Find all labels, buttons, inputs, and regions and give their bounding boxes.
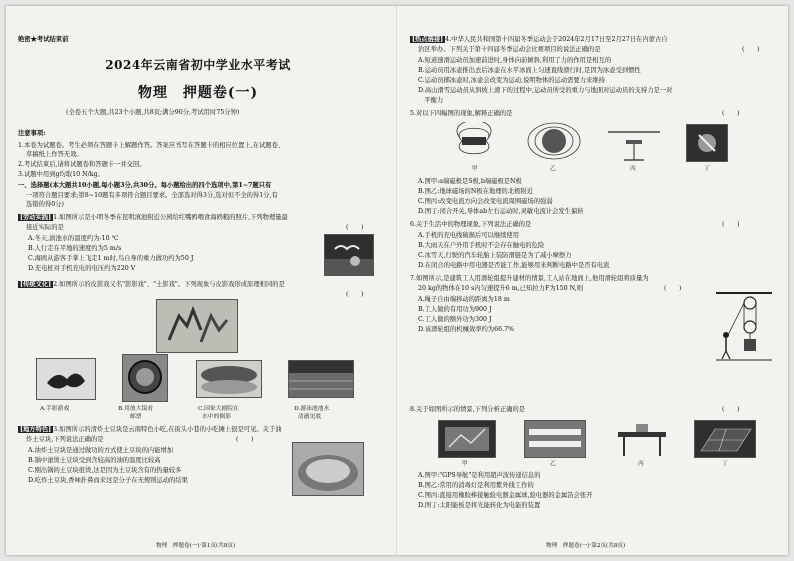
notice-line: 1.本卷为试题卷。考生必须在答题卡上解题作答。答案应书写在答题卡的相应位置上,在试题卷、 — [18, 142, 285, 149]
paper-title: 物理 押题卷(一) — [137, 85, 259, 101]
option-c: C.冰雪天,行驶的汽车轮胎上装防滑链是为了减小摩擦力 — [418, 252, 572, 259]
section-heading-line: 一项符合题目要求;第8~10题有多项符合题目要求。全部选对得3分,选对但不全的得1分,有 — [26, 192, 278, 199]
notice-title: 注意事项: — [18, 130, 46, 137]
caption-b: B.用放大镜看 — [118, 406, 154, 412]
option-c: C.运动员掷冰壶时,冰壶会改变为运动,说明物体的运动需要力来维持 — [418, 77, 605, 84]
fried-potato-photo — [292, 442, 364, 496]
option-c: C.刚出锅的土豆块很烫,这是因为土豆块含有的热量较多 — [28, 467, 182, 474]
question-tag: [地方特色] — [20, 426, 52, 433]
option-c: C.工人做的额外功为300 J — [418, 316, 492, 323]
option-d: D.在闭合的电路中用电器是否能工作,能够用来判断电路中是否有电流 — [418, 262, 610, 269]
figure-label: 丁 — [704, 166, 710, 172]
answer-paren: ( ) — [722, 406, 740, 413]
magnet-field-figure — [444, 122, 504, 160]
caption-d: D.游泳池池水 — [294, 406, 330, 412]
option-a: A.绳子自由端移动的距离为18 m — [418, 296, 510, 303]
question-text: 20 kg的物体在10 s内匀速提升6 m,已知拉力F为150 N,则 — [418, 285, 584, 292]
caption-a: A.手影游戏 — [40, 406, 70, 412]
answer-paren: ( ) — [722, 221, 740, 228]
theater-reflection-image — [196, 360, 262, 398]
question-text: 治区举办。下列关于第十四届冬季运动会比赛项目的说法正确的是 — [418, 46, 601, 53]
answer-paren: ( ) — [236, 436, 254, 443]
option-d: D.高山滑雪运动员从斜坡上滑下的过程中,运动员所受的重力与地面对运动员的支持力是一对 — [418, 87, 673, 94]
question-text: 炸土豆块,下列说法正确的是 — [26, 436, 104, 443]
question-tag: [传统文化] — [20, 281, 52, 288]
figure-label: 乙 — [550, 461, 556, 467]
question-text: 接近实际的是 — [26, 224, 64, 231]
figure-label: 丙 — [630, 166, 636, 172]
right-page — [404, 6, 788, 555]
question-1 — [18, 214, 288, 221]
current-wire-figure — [604, 122, 664, 162]
notice-line: 2.考试结束后,请将试题卷和答题卡一并交回。 — [18, 161, 146, 168]
question-7: 7.如图所示,是建筑工人用滑轮组提升建材的情景,工人站在地面上,他用滑轮组将质量为 — [410, 275, 649, 282]
answer-paren: ( ) — [346, 224, 364, 231]
caption-d-2: 清澈见底 — [298, 414, 322, 420]
figure-label: 丙 — [638, 461, 644, 467]
question-text: 2.如图所示的皮影戏又名"影影戏"、"土影戏"。下列现象与皮影戏形成原理相同的是 — [53, 281, 285, 288]
earth-field-figure — [524, 120, 584, 162]
option-b: B.锅中滚烫土豆块受到含较高的油的温度比较高 — [28, 457, 161, 464]
shadow-puppet-photo — [156, 299, 238, 353]
option-d: D.吃炸土豆块,香味扑鼻而来这是分子在无规则运动的结果 — [28, 477, 188, 484]
page-fold — [396, 6, 398, 555]
gps-navigation-photo — [438, 420, 496, 458]
question-2 — [18, 281, 285, 288]
page-footer: 物理 押题卷(一)·第2页(共8页) — [546, 543, 626, 549]
question-text: 3.如图所示的清炸土豆块是云南特色小吃,在街头小巷的小吃摊上很是可见。关于油 — [53, 426, 282, 433]
option-d: D.充电桩对手机充电的电压约为220 V — [28, 265, 136, 272]
option-c: C.图丙:改变电流方向会改变电流周围磁场的强弱 — [418, 198, 553, 205]
answer-paren: ( ) — [664, 285, 682, 292]
option-a: A.手机的充电线破损后可以继续使用 — [418, 232, 520, 239]
swimming-pool-image — [288, 360, 354, 398]
hand-shadow-image — [36, 358, 96, 400]
question-5: 5.对以下四幅图的现象,解释正确的是 — [410, 110, 513, 117]
induction-photo — [686, 124, 728, 162]
magnifier-stamp-image — [122, 354, 168, 402]
option-b: B.人行走在平地的速度约为5 m/s — [28, 245, 122, 252]
caption-b-2: 邮票 — [130, 414, 142, 420]
exam-sheet — [6, 6, 788, 555]
uv-lamp-photo — [524, 420, 586, 458]
caption-c-2: 水中的倒影 — [202, 414, 231, 420]
answer-paren: ( ) — [346, 291, 364, 298]
option-d: D.该滑轮组的机械效率约为66.7% — [418, 326, 515, 333]
figure-label: 甲 — [462, 461, 468, 467]
option-a: A.短道速滑运动员加速前进时,身体向前倾斜,利用了力的作用是相互的 — [418, 57, 612, 64]
option-a: A.图甲:a端磁极是S极,b端磁极是N极 — [418, 178, 522, 185]
question-6: 6.关于生活中的物理现象,下列说法正确的是 — [410, 221, 532, 228]
question-3 — [18, 426, 282, 433]
notice-line: 草稿纸上作答无效。 — [26, 151, 83, 158]
question-tag: [热点链接] — [412, 36, 444, 43]
option-c: C.海鸥从游客手掌上飞走1 m时,鸟自身的重力做功约为50 J — [28, 255, 194, 262]
option-d-cont: 平衡力 — [418, 97, 444, 104]
question-4 — [410, 36, 668, 43]
option-d: D.图丁:太阳能板是将光能转化为电能的装置 — [418, 502, 541, 509]
page-footer: 物理 押题卷(一)·第1页(共8页) — [156, 543, 236, 549]
option-b: B.图乙:地球磁场的N极在地理的北极附近 — [418, 188, 534, 195]
caption-c: C.国家大剧院在 — [198, 406, 239, 412]
figure-label: 乙 — [550, 166, 556, 172]
answer-paren: ( ) — [742, 46, 760, 53]
option-b: B.图乙:常用的消毒灯是利用紫外线工作的 — [418, 482, 534, 489]
paper-info: (全卷五个大题,共23个小题,共8页;满分90分,考试用时75分钟) — [66, 109, 240, 116]
option-b: B.工人做的有用功为900 J — [418, 306, 492, 313]
left-page — [6, 6, 390, 555]
solar-panel-photo — [694, 420, 756, 458]
option-b: B.运动员用冰壶推出去后冰壶在水平冰面上匀速直线滑行时,是因为冰壶受到惯性 — [418, 67, 641, 74]
option-c: C.图丙:直接用橡胶棒接触验电器金属球,验电器的金属箔会张开 — [418, 492, 593, 499]
option-a: A.油炸土豆块是通过做功的方式使土豆块的内能增加 — [28, 447, 174, 454]
notice-line: 3.试题中用到g均取10 N/kg。 — [18, 171, 104, 178]
section-heading-line: 选错的得0分) — [26, 201, 64, 208]
exam-title: 2024年云南省初中学业水平考试 — [105, 58, 291, 72]
option-b: B.大雨天在户外用手机时不会存在触电的危险 — [418, 242, 545, 249]
pulley-worker-figure — [716, 291, 772, 361]
option-d: D.图丁:闭合开关,导体ab左右运动时,灵敏电流计会发生偏转 — [418, 208, 584, 215]
question-text: 4.中华人民共和国第十四届冬季运动会于2024年2月17日至2月27日在内蒙古自 — [445, 36, 668, 43]
seagull-photo — [324, 234, 374, 276]
answer-paren: ( ) — [722, 110, 740, 117]
section-heading: 一、选择题(本大题共10小题,每小题3分,共30分。每小题给出的四个选项中,第1~7题只有 — [18, 182, 272, 189]
option-a: A.图甲:"GPS导航"是利用超声波传递信息的 — [418, 472, 541, 479]
figure-label: 甲 — [472, 166, 478, 172]
question-text: 1.如图所示是小明冬季在昆明滇池附近公园给红嘴鸥喂食海鸥粮的照片,下列物理量最 — [53, 214, 288, 221]
question-tag: [劳动实践] — [20, 214, 52, 221]
header-stamp: 绝密★考试结束前 — [18, 36, 69, 43]
option-a: A.冬天,滇池水的温度约为-10 ℃ — [28, 235, 119, 242]
figure-label: 丁 — [722, 461, 728, 467]
question-8: 8.关于如图所示的情景,下列分析正确的是 — [410, 406, 526, 413]
electroscope-figure — [612, 422, 672, 458]
